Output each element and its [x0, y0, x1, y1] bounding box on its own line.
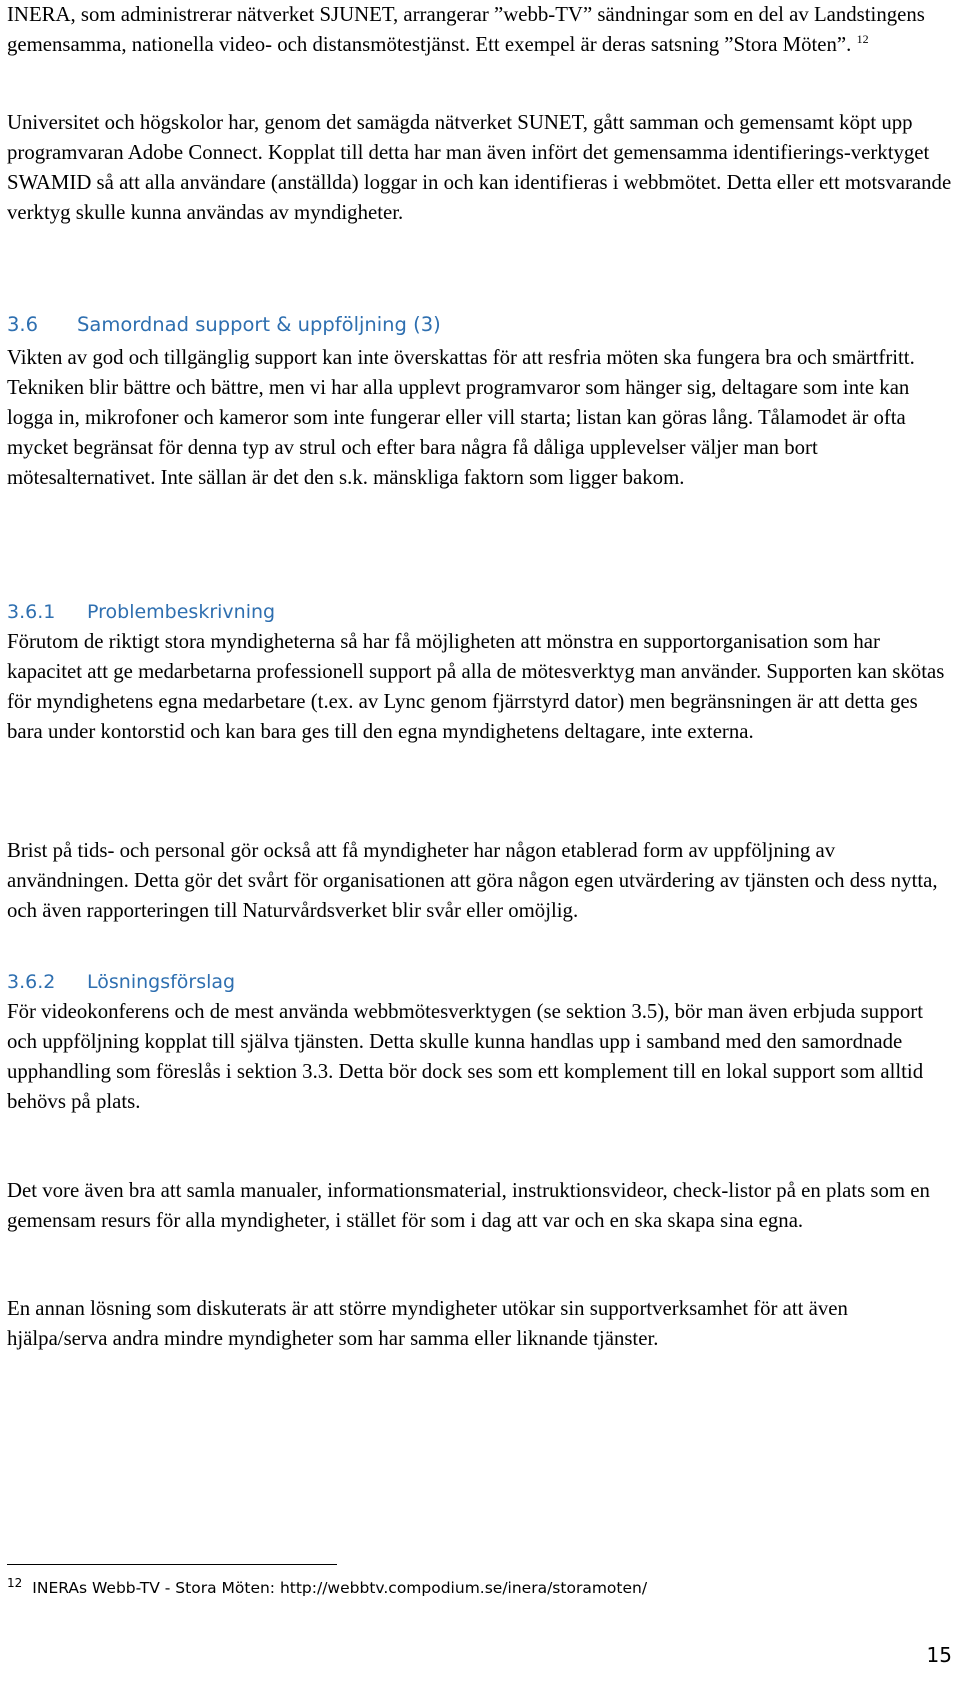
footnote-text[interactable]: INERAs Webb-TV - Stora Möten: http://webbtv.compodium.se/inera/storamoten/ — [32, 1579, 648, 1597]
intro-paragraph-2: Universitet och högskolor har, genom det samägda nätverket SUNET, gått samman och gemensamt köpt upp programvaran Adobe Connect. Kopplat till detta har man även infört det gemensamma identifierings-verktyget SWAMID så att alla användare (anställda) loggar in och kan identifieras i webbmötet. Detta eller ett motsvarande verktyg skulle kunna användas av myndigheter. — [7, 111, 952, 224]
section-3-6-2-paragraph-1: För videokonferens och de mest använda webbmötesverktygen (se sektion 3.5), bör man även erbjuda support och uppföljning kopplat till själva tjänsten. Detta skulle kunna handlas upp i samband med den samordnade upphandling som föreslås i sektion 3.3. Detta bör dock ses som ett komplement till en lokal support som alltid behövs på plats. — [7, 1000, 924, 1113]
subsection-number: 3.6.2 — [7, 971, 56, 993]
footnote-separator — [7, 1564, 337, 1565]
section-heading-3-6-2 — [7, 967, 235, 997]
footnote-reference[interactable]: 12 — [856, 32, 869, 47]
section-3-6-paragraph: Vikten av god och tillgänglig support kan inte överskattas för att resfria möten ska fungera bra och smärtfritt. Tekniken blir bättre och bättre, men vi har alla upplevt programvaror som hänger sig, deltagare som inte kan logga in, mikrofoner och kameror som inte fungerar eller vill starta; listan kan göras lång. Tålamodet är ofta mycket begränsat för denna typ av strul och efter bara några få dåliga upplevelser väljer man bort mötesalternativet. Inte sällan är det den s.k. mänskliga faktorn som ligger bakom. — [7, 346, 915, 489]
subsection-title: Problembeskrivning — [87, 601, 276, 623]
intro-paragraph-1: INERA, som administrerar nätverket SJUNET, arrangerar ”webb-TV” sändningar som en del av Landstingens gemensamma, nationella video- och distansmötestjänst. Ett exempel är deras satsning ”Stora Möten”. $^{12}$ — [7, 3, 925, 56]
section-number: 3.6 — [7, 313, 39, 336]
section-title: Samordnad support & uppföljning (3) — [77, 313, 441, 336]
footnote — [7, 1576, 647, 1600]
page-number: 15 — [926, 1643, 952, 1667]
subsection-title: Lösningsförslag — [87, 971, 236, 993]
section-3-6-1-paragraph-1: Förutom de riktigt stora myndigheterna så har få möjligheten att mönstra en supportorganisation som har kapacitet att ge medarbetarna professionell support på alla de mötesverktyg man använder. Supporten kan skötas för myndighetens egna medarbetare (t.ex. av Lync genom fjärrstyrd dator) men begränsningen är att detta ges bara under kontorstid och kan bara ges till den egna myndighetens deltagare, inte externa. — [7, 630, 945, 743]
subsection-number: 3.6.1 — [7, 601, 56, 623]
section-3-6-2-paragraph-3: En annan lösning som diskuterats är att större myndigheter utökar sin supportverksamhet för att även hjälpa/serva andra mindre myndigheter som har samma eller liknande tjänster. — [7, 1297, 848, 1350]
footnote-mark: 12 — [7, 1575, 23, 1590]
section-3-6-1-paragraph-2: Brist på tids- och personal gör också att få myndigheter har någon etablerad form av uppföljning av användningen. Detta gör det svårt för organisationen att göra någon egen utvärdering av tjänsten och dess nytta, och även rapporteringen till Naturvårdsverket blir svår eller omöjlig. — [7, 839, 938, 922]
section-3-6-2-paragraph-2: Det vore även bra att samla manualer, informationsmaterial, instruktionsvideor, check-listor på en plats som en gemensam resurs för alla myndigheter, i stället för som i dag att var och en ska skapa sina egna. — [7, 1179, 930, 1232]
section-heading-3-6-1 — [7, 597, 275, 627]
section-heading-3-6 — [7, 310, 441, 340]
